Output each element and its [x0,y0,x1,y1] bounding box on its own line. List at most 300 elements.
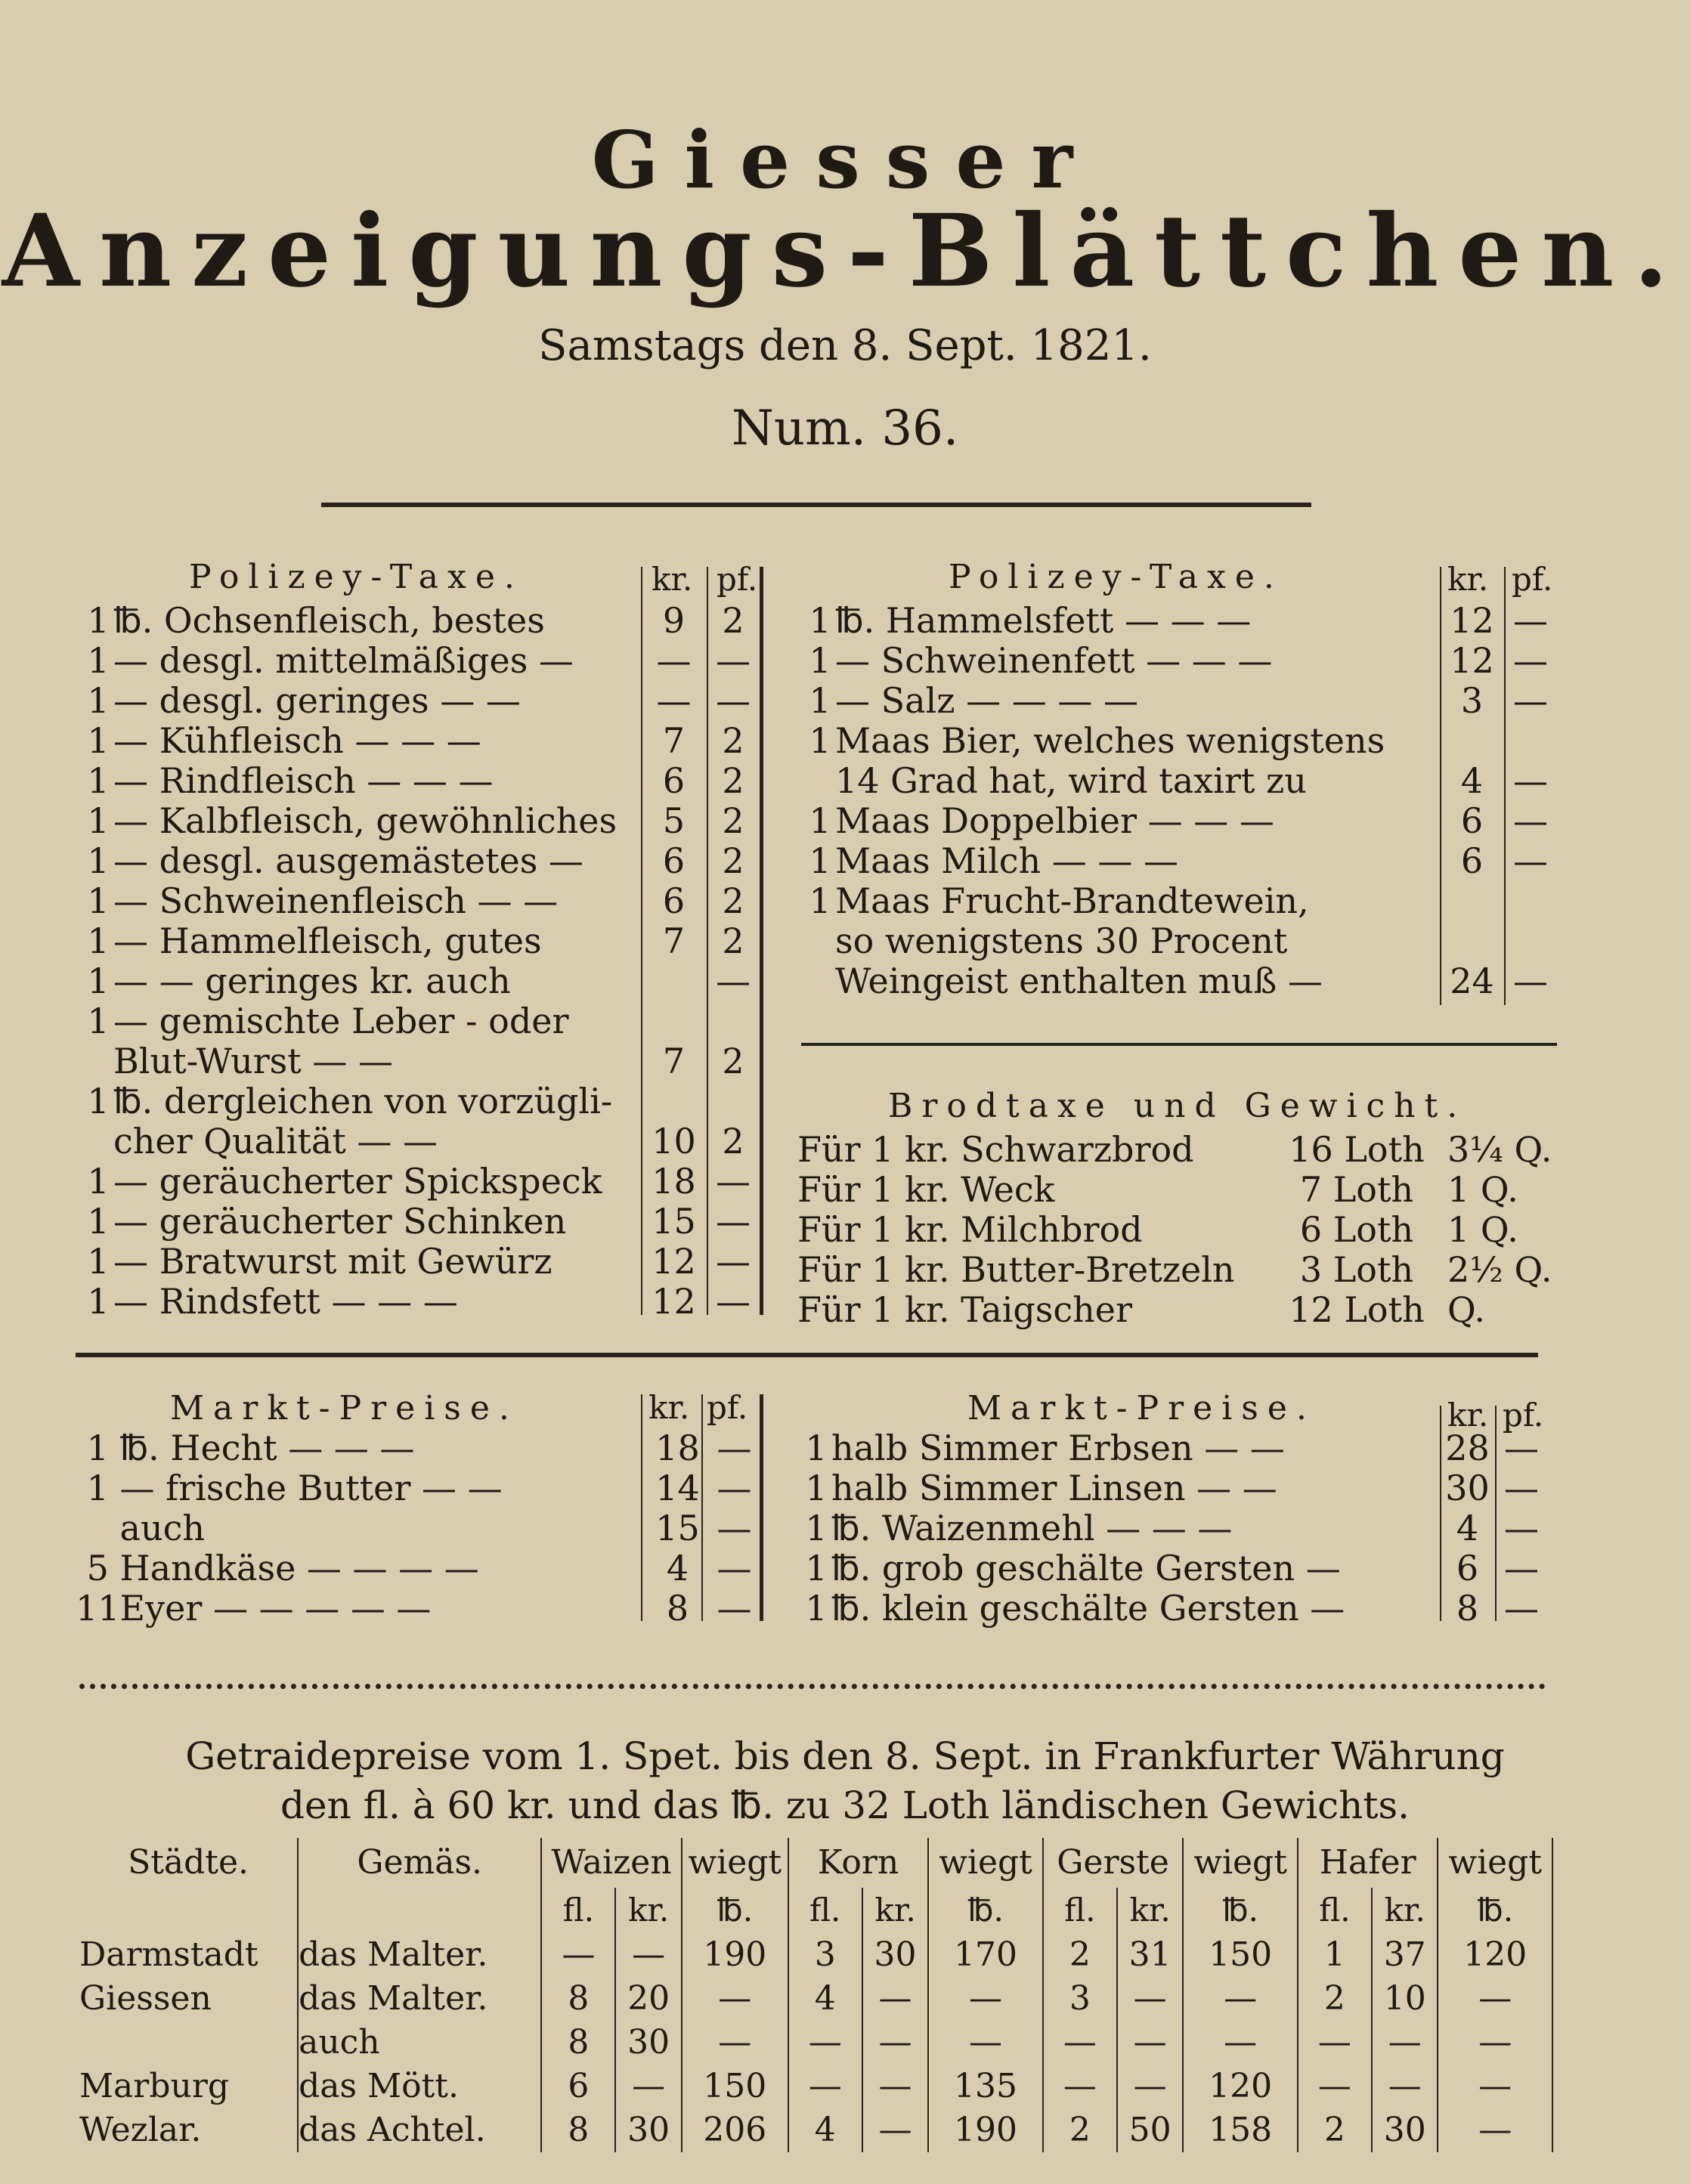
pf-cell: 2 [722,800,744,841]
korn-fl: 4 [788,1977,862,2021]
city-cell: Wezlar. [79,2108,298,2152]
header-wiegt: wiegt [1438,1838,1552,1888]
kr-cell: 30 [1445,1468,1490,1508]
kr-cell [1440,721,1504,761]
hafer-fl: 2 [1298,1977,1372,2021]
qty-cell [76,1508,120,1548]
kr-cell: 18 [655,1428,700,1468]
kr-cell [641,1081,707,1121]
getraide-table [79,1838,1553,2152]
qty-cell: 1 [809,720,831,761]
qty-cell: 1 [87,1241,110,1282]
item-cell: — geräucherter Spickspeck [113,1161,602,1202]
gerste-weight: 150 [1183,1933,1297,1977]
item-cell: — frische Butter — — [119,1468,503,1508]
subheader-cell: fl. [788,1888,862,1933]
qty-cell: 1 [86,1428,109,1468]
table-row [797,1170,1561,1210]
item-cell: — Hammelfleisch, gutes [113,920,542,961]
kr-cell: 4 [1456,1508,1479,1548]
qty-cell: 1 [87,840,110,881]
qty-cell: 1 [87,880,110,921]
pf-cell: — [717,1588,752,1629]
item-cell: — Bratwurst mit Gewürz [113,1241,552,1282]
qty-cell [805,961,835,1001]
pf-cell: — [716,1241,751,1282]
gerste-weight: 158 [1183,2108,1297,2152]
item-cell: — Salz — — — — [835,680,1138,721]
item-cell: Weingeist enthalten muß — [835,961,1323,1001]
measure-cell: das Achtel. [298,2108,541,2152]
subheader-cell: kr. [615,1888,681,1933]
kr-cell: 7 [662,1041,686,1081]
measure-cell: das Malter. [298,1977,541,2021]
table-row [79,2108,1552,2152]
korn-weight: — [928,1977,1042,2021]
qty-cell: 1 [805,1508,828,1548]
item-cell: — gemischte Leber - oder [113,1001,569,1041]
pf-cell [1504,881,1557,921]
table-row [83,841,760,881]
table-row [797,1210,1561,1250]
hafer-kr: 37 [1372,1933,1438,1977]
pf-cell: — [1513,840,1548,881]
waizen-kr: — [615,2065,681,2108]
polizey-left-title: Polizey-Taxe. [189,558,524,596]
polizey-right-table [805,601,1557,1001]
markt-right-pf-header: pf. [1503,1397,1544,1434]
bread-label: Für 1 kr. Schwarzbrod [797,1129,1194,1170]
waizen-kr: 30 [615,2021,681,2065]
pf-cell [707,1081,760,1121]
table-row [83,681,760,721]
kr-cell: 15 [655,1508,700,1548]
subheader-cell: ℔. [1438,1888,1552,1933]
header-wiegt: wiegt [682,1838,788,1888]
qty-cell: 1 [87,600,110,641]
hafer-fl: 2 [1298,2108,1372,2152]
qty-cell: 1 [809,680,831,721]
polizey-left-table [83,601,760,1322]
hafer-fl: — [1298,2021,1372,2065]
gerste-weight: — [1183,2021,1297,2065]
pf-cell: 2 [722,840,744,881]
gerste-fl: 2 [1043,2108,1117,2152]
kr-cell: 7 [662,920,686,961]
bread-label: Für 1 kr. Taigscher [797,1289,1132,1330]
qty-cell: 1 [87,920,110,961]
subheader-cell: ℔. [1183,1888,1297,1933]
qty-cell: 1 [87,1161,110,1202]
table-row [801,1468,1548,1508]
kr-cell: 14 [655,1468,700,1508]
table-row [83,921,760,961]
pf-cell: — [716,640,751,681]
item-cell: halb Simmer Linsen — — [831,1468,1277,1508]
qty-cell [83,1121,113,1162]
hafer-weight: — [1438,2065,1552,2108]
kr-cell: 24 [1450,961,1494,1001]
issue-number: Num. 36. [731,401,959,456]
waizen-kr: 30 [615,2108,681,2152]
item-cell: — desgl. geringes — — [113,680,521,721]
header-gemaes: Gemäs. [298,1838,541,1888]
waizen-kr: — [615,1933,681,1977]
item-cell: ℔. Waizenmehl — — — [831,1508,1233,1548]
brodtaxe-title: Brodtaxe und Gewicht. [888,1087,1467,1125]
bread-quentchen: 2½ Q. [1447,1249,1552,1290]
table-row [76,1508,761,1548]
kr-cell: 5 [662,800,686,841]
bread-loth: 12 Loth [1289,1289,1425,1330]
pf-cell [1504,721,1557,761]
hafer-kr: — [1372,2021,1438,2065]
section-rule [76,1353,1538,1357]
hafer-fl: 1 [1298,1933,1372,1977]
city-cell: Darmstadt [79,1933,298,1977]
pf-cell: — [1513,800,1548,841]
table-row [83,1242,760,1282]
kr-cell: 6 [1460,840,1484,881]
gerste-kr: 31 [1117,1933,1183,1977]
qty-cell: 1 [86,1468,109,1508]
gerste-weight: — [1183,1977,1297,2021]
hafer-fl: — [1298,2065,1372,2108]
header-wiegt: wiegt [1183,1838,1297,1888]
waizen-kr: 20 [615,1977,681,2021]
waizen-fl: 8 [541,2108,615,2152]
qty-cell: 1 [805,1428,828,1468]
header-korn: Korn [788,1838,929,1888]
pf-cell: — [717,1508,752,1548]
pf-cell: — [1504,1588,1539,1629]
kr-cell: 28 [1445,1428,1490,1468]
item-cell: Maas Doppelbier — — — [835,800,1274,841]
pf-cell: — [1504,1428,1539,1468]
gerste-fl: — [1043,2065,1117,2108]
kr-cell: — [656,640,692,681]
korn-kr: 30 [862,1933,928,1977]
polizey-left-pf-header: pf. [717,561,758,598]
subheader-cell: kr. [862,1888,928,1933]
waizen-weight: 206 [682,2108,788,2152]
item-cell: ℔. Hecht — — — [119,1428,415,1468]
waizen-fl: 6 [541,2065,615,2108]
pf-cell: — [1513,760,1548,801]
kr-cell: 4 [666,1548,689,1589]
masthead-rule [321,503,1311,507]
table-row [83,641,760,681]
korn-kr: — [862,2065,928,2108]
subheader-cell: ℔. [682,1888,788,1933]
qty-cell: 1 [805,1588,828,1629]
subheader-cell: kr. [1372,1888,1438,1933]
kr-cell: 10 [652,1121,696,1162]
polizey-right-pf-header: pf. [1512,561,1553,598]
table-row [83,601,760,641]
markt-left-kr-header: kr. [648,1389,690,1426]
table-row [79,1977,1552,2021]
polizey-left-kr-header: kr. [652,561,693,598]
pf-cell: — [1504,1548,1539,1589]
bread-quentchen: 1 Q. [1447,1209,1518,1250]
kr-cell: 12 [1450,640,1494,681]
kr-cell: 6 [662,880,686,921]
item-cell: halb Simmer Erbsen — — [831,1428,1285,1468]
korn-weight: 190 [928,2108,1042,2152]
table-row [805,641,1557,681]
table-row [83,1041,760,1081]
item-cell: Maas Milch — — — [835,840,1178,881]
item-cell: — Schweinenfett — — — [835,640,1273,681]
hafer-kr: 30 [1372,2108,1438,2152]
table-row [805,681,1557,721]
bread-label: Für 1 kr. Milchbrod [797,1209,1143,1250]
table-row [76,1589,761,1629]
pf-cell: — [1504,1468,1539,1508]
kr-cell: 12 [652,1281,696,1322]
gerste-fl: 2 [1043,1933,1117,1977]
subheader-cell: fl. [1298,1888,1372,1933]
table-row [83,1081,760,1121]
subheader-row [79,1888,1552,1933]
kr-cell: 6 [1456,1548,1479,1589]
kr-cell: 6 [662,840,686,881]
gerste-fl: — [1043,2021,1117,2065]
polizey-right-kr-header: kr. [1447,561,1489,598]
subheader-cell: ℔. [928,1888,1042,1933]
table-row [83,1282,760,1322]
qty-cell: 1 [87,961,110,1001]
korn-kr: — [862,2108,928,2152]
item-cell: ℔. Ochsenfleisch, bestes [113,600,545,641]
item-cell: — Schweinenfleisch — — [113,880,559,921]
markt-left-table [76,1428,761,1629]
masthead-line1: Giesser [591,113,1099,206]
pf-cell: — [716,1161,751,1202]
waizen-weight: — [682,1977,788,2021]
pf-cell: 2 [722,1041,744,1081]
waizen-fl: 8 [541,2021,615,2065]
korn-kr: — [862,2021,928,2065]
table-row [797,1250,1561,1290]
gerste-fl: 3 [1043,1977,1117,2021]
polizey-right-title: Polizey-Taxe. [949,558,1283,596]
table-row [805,761,1557,801]
pf-cell: — [1513,640,1548,681]
header-wiegt: wiegt [928,1838,1042,1888]
table-row [805,881,1557,921]
qty-cell: 1 [87,1281,110,1322]
table-row [76,1468,761,1508]
kr-cell: 7 [662,720,686,761]
pf-cell: 2 [722,1121,744,1162]
subheader-cell: kr. [1117,1888,1183,1933]
item-cell: Blut-Wurst — — [113,1041,394,1081]
column-rule [760,1394,763,1621]
item-cell: Maas Frucht-Brandtewein, [835,880,1309,921]
korn-weight: 170 [928,1933,1042,1977]
column-rule [760,567,763,1315]
kr-cell: 9 [662,600,686,641]
item-cell: cher Qualität — — [113,1121,438,1162]
header-staedte: Städte. [79,1838,298,1888]
item-cell: ℔. Hammelsfett — — — [835,600,1252,641]
qty-cell: 1 [87,760,110,801]
kr-cell: 4 [1460,760,1484,801]
subheader-cell: fl. [541,1888,615,1933]
qty-cell: 1 [87,640,110,681]
dateline: Samstags den 8. Sept. 1821. [538,321,1152,370]
bread-label: Für 1 kr. Butter-Bretzeln [797,1249,1235,1290]
hafer-weight: — [1438,2108,1552,2152]
markt-left-title: Markt-Preise. [170,1389,518,1428]
item-cell: Maas Bier, welches wenigstens [835,720,1385,761]
table-row [797,1290,1561,1330]
item-cell: ℔. grob geschälte Gersten — [831,1548,1341,1589]
bread-quentchen: 1 Q. [1447,1169,1518,1210]
pf-cell: — [1513,961,1548,1001]
pf-cell: — [716,680,751,721]
gerste-kr: 50 [1117,2108,1183,2152]
item-cell: — Kühfleisch — — — [113,720,481,761]
hafer-kr: — [1372,2065,1438,2108]
item-cell: 14 Grad hat, wird taxirt zu [835,760,1307,801]
pf-cell: — [1513,680,1548,721]
waizen-weight: 190 [682,1933,788,1977]
gerste-kr: — [1117,1977,1183,2021]
hafer-weight: 120 [1438,1933,1552,1977]
qty-cell: 1 [805,1548,828,1589]
table-row [805,721,1557,761]
kr-cell: 12 [1450,600,1494,641]
item-cell: Handkäse — — — — [119,1548,479,1589]
kr-cell [1440,921,1504,961]
korn-fl: 4 [788,2108,862,2152]
table-row [76,1428,761,1468]
pf-cell: 2 [722,760,744,801]
measure-cell: das Malter. [298,1933,541,1977]
gerste-weight: 120 [1183,2065,1297,2108]
kr-cell: 8 [1456,1588,1479,1629]
korn-weight: — [928,2021,1042,2065]
item-cell: — desgl. mittelmäßiges — [113,640,574,681]
qty-cell: 1 [87,680,110,721]
city-cell: Giessen [79,1977,298,2021]
bread-loth: 16 Loth [1289,1129,1425,1170]
kr-cell: 12 [652,1241,696,1282]
table-row [79,2065,1552,2108]
qty-cell: 1 [809,600,831,641]
bread-loth: 6 Loth [1299,1209,1414,1250]
bread-loth: 7 Loth [1299,1169,1414,1210]
pf-cell: 2 [722,600,744,641]
dotted-rule [79,1684,1546,1689]
header-hafer: Hafer [1298,1838,1438,1888]
table-row [83,881,760,921]
city-cell [79,2021,298,2065]
item-cell: — desgl. ausgemästetes — [113,840,583,881]
brodtaxe-table [797,1130,1561,1330]
qty-cell: 1 [87,800,110,841]
gerste-kr: — [1117,2021,1183,2065]
qty-cell: 1 [87,1081,110,1121]
kr-cell: 8 [666,1588,689,1629]
item-cell: — geräucherter Schinken [113,1201,567,1242]
table-row [801,1589,1548,1629]
item-cell: — Rindsfett — — — [113,1281,458,1322]
bread-loth: 3 Loth [1299,1249,1414,1290]
kr-cell: — [656,680,692,721]
qty-cell [805,761,835,801]
table-row [79,2021,1552,2065]
kr-cell [1440,881,1504,921]
subheader-cell [79,1888,298,1933]
qty-cell: 1 [87,720,110,761]
measure-cell: das Mött. [298,2065,541,2108]
getraide-title-line1: Getraidepreise vom 1. Spet. bis den 8. Sept. in Frankfurter Währung [185,1734,1505,1778]
waizen-fl: — [541,1933,615,1977]
header-row [79,1838,1552,1888]
pf-cell: — [716,1201,751,1242]
qty-cell: 5 [86,1548,109,1589]
qty-cell: 1 [809,800,831,841]
waizen-weight: 150 [682,2065,788,2108]
korn-fl: — [788,2021,862,2065]
item-cell: Eyer — — — — — [119,1588,432,1629]
bread-quentchen: Q. [1447,1289,1486,1330]
gerste-kr: — [1117,2065,1183,2108]
qty-cell: 1 [809,880,831,921]
markt-left-pf-header: pf. [707,1389,748,1426]
pf-cell [1504,921,1557,961]
hafer-kr: 10 [1372,1977,1438,2021]
table-row [805,601,1557,641]
table-row [83,1001,760,1041]
subheader-cell: fl. [1043,1888,1117,1933]
qty-cell: 1 [809,640,831,681]
pf-cell: 2 [722,720,744,761]
qty-cell: 1 [809,840,831,881]
pf-cell: — [717,1548,752,1589]
markt-right-kr-header: kr. [1447,1397,1489,1434]
table-row [805,801,1557,841]
pf-cell: 2 [722,920,744,961]
korn-weight: 135 [928,2065,1042,2108]
table-row [801,1548,1548,1589]
header-gerste: Gerste [1043,1838,1184,1888]
table-row [83,761,760,801]
table-row [83,1162,760,1202]
waizen-weight: — [682,2021,788,2065]
kr-cell [641,961,707,1001]
table-row [797,1130,1561,1170]
item-cell: — Rindfleisch — — — [113,760,494,801]
qty-cell: 1 [87,1201,110,1242]
pf-cell: 2 [722,880,744,921]
qty-cell: 1 [805,1468,828,1508]
table-row [805,921,1557,961]
kr-cell: 18 [652,1161,696,1202]
markt-right-table [801,1428,1548,1629]
table-row [79,1933,1552,1977]
hafer-weight: — [1438,2021,1552,2065]
measure-cell: auch [298,2021,541,2065]
pf-cell: — [1513,600,1548,641]
pf-cell: — [716,961,751,1001]
korn-kr: — [862,1977,928,2021]
table-row [805,841,1557,881]
